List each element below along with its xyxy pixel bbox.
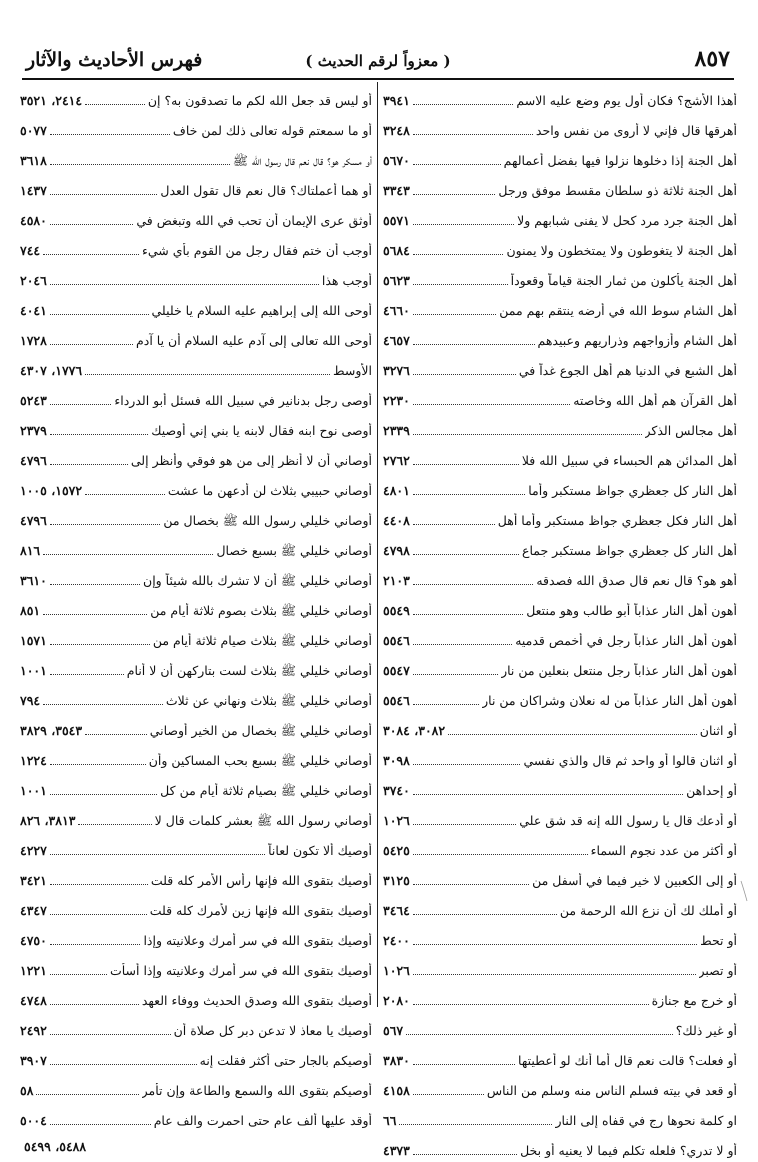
hadith-number: ٥٥٤٦ [383, 693, 410, 708]
index-entry [20, 232, 372, 262]
hadith-number: ٤٨٠١ [383, 483, 410, 498]
hadith-number: ٥٥٧١ [383, 213, 410, 228]
index-entry [20, 352, 372, 382]
column-divider [377, 82, 378, 1007]
dot-leader [50, 134, 170, 135]
entry-text: أوصاني حبيبي بثلاث لن أدعهن ما عشت [167, 483, 372, 498]
index-entry [383, 802, 737, 832]
dot-leader [413, 674, 498, 675]
entry-text: أوصاني خليلي ﷺ بثلاث صيام ثلاثة أيام من [152, 633, 372, 648]
entry-text: أهل الجنة إذا دخلوها نزلوا فيها بفضل أعمالهم [503, 153, 737, 168]
index-entry [383, 1012, 737, 1042]
dot-leader [413, 1004, 649, 1005]
dot-leader [413, 524, 495, 525]
entry-text: أهذا الأشج؟ فكان أول يوم وضع عليه الاسم [516, 93, 737, 108]
dot-leader [50, 464, 128, 465]
entry-text: أو غير ذلك؟ [675, 1023, 737, 1038]
dot-leader [50, 944, 141, 945]
dot-leader [50, 314, 149, 315]
hadith-number: ٥٦٧ [383, 1023, 404, 1038]
dot-leader [50, 1004, 139, 1005]
entry-text: أهون أهل النار عذاباً من له نعلان وشراكان من نار [482, 693, 737, 708]
index-entry [20, 622, 372, 652]
index-entry [383, 742, 737, 772]
entry-text: أو هما أعملتاك؟ قال نعم قال تقول العدل [160, 183, 372, 198]
hadith-number: ٢٢٣٠ [383, 393, 410, 408]
index-entry [20, 652, 372, 682]
dot-leader [413, 974, 696, 975]
entry-text: أوصيك بتقوى الله فإنها زين لأمرك كله قلت [149, 903, 372, 918]
index-entry [383, 202, 737, 232]
dot-leader [413, 1064, 515, 1065]
dot-leader [50, 434, 148, 435]
dot-leader [36, 1094, 138, 1095]
hadith-number: ٥٥٤٦ [383, 633, 410, 648]
entry-text: أوصاني خليلي ﷺ بثلاث ونهاني عن ثلاث [165, 693, 372, 708]
hadith-number: ٢٤١٤، ٣٥٢١ [20, 93, 83, 108]
entry-text: أهون أهل النار عذاباً رجل منتعل بنعلين من نار [501, 663, 737, 678]
entry-text: أهل الشبع في الدنيا هم أهل الجوع غداً في [518, 363, 737, 378]
hadith-number: ٥٦٢٣ [383, 273, 410, 288]
dot-leader [413, 164, 501, 165]
entry-text: أهل النار كل جعظري جواظ مستكبر وأما [528, 483, 737, 498]
entry-text: أهل الشام وأزواجهم وذراريهم وعبيدهم [537, 333, 737, 348]
dot-leader [413, 464, 519, 465]
entry-text: أهل مجالس الذكر [644, 423, 737, 438]
dot-leader [50, 644, 150, 645]
index-entry [383, 442, 737, 472]
entry-text: أو مسكر هو؟ قال نعم قال رسول الله ﷺ [232, 153, 372, 168]
index-entry [383, 562, 737, 592]
hadith-number: ٤٠٤١ [20, 303, 47, 318]
dot-leader [85, 374, 330, 375]
entry-text: أهل الجنة جرد مرد كحل لا يفنى شبابهم ولا [517, 213, 737, 228]
hadith-number: ٧٩٤ [20, 693, 41, 708]
hadith-number: ٣٤٢١ [20, 873, 47, 888]
index-entry [20, 1102, 372, 1132]
index-entry [383, 772, 737, 802]
index-entry [383, 82, 737, 112]
index-entry [20, 262, 372, 292]
entry-text: أو ما سمعتم قوله تعالى ذلك لمن خاف [172, 123, 372, 138]
hadith-number: ٣٦١٠ [20, 573, 47, 588]
entry-text: أوصيك ألا تكون لعاناً [268, 843, 372, 858]
entry-text: أو أكثر من عدد نجوم السماء [590, 843, 737, 858]
hadith-number: ٣١٢٥ [383, 873, 410, 888]
hadith-number: ٣٧٤٠ [383, 783, 410, 798]
index-entry [20, 172, 372, 202]
hadith-number: ٧٤٤ [20, 243, 41, 258]
entry-text: أو قعد في بيته فسلم الناس منه وسلم من الناس [486, 1083, 737, 1098]
index-entry [20, 922, 372, 952]
hadith-number: ٣٩٤١ [383, 93, 410, 108]
hadith-number: ١٢٢٤ [20, 753, 47, 768]
entry-text: أو فعلت؟ قالت نعم قال أما أنك لو أعطيتها [518, 1053, 737, 1068]
hadith-number: ٤٥٨٠ [20, 213, 47, 228]
entry-text: أو اثنان قالوا أو واحد ثم قال والذي نفسي [523, 753, 737, 768]
index-entry [383, 292, 737, 322]
dot-leader [413, 194, 496, 195]
index-entry [20, 502, 372, 532]
entry-text: أهل القرآن هم أهل الله وخاصته [573, 393, 737, 408]
entry-text: أو اثنان [699, 723, 737, 738]
dot-leader [413, 824, 516, 825]
index-entry [383, 382, 737, 412]
hadith-number: ٣٢٤٨ [383, 123, 410, 138]
dot-leader [413, 584, 534, 585]
entry-text: أوحى الله تعالى إلى آدم عليه السلام أن يا آدم [136, 333, 372, 348]
hadith-number: ٢٠٨٠ [383, 993, 410, 1008]
hadith-number: ٤٧٥٠ [20, 933, 47, 948]
entry-text: أوقد عليها ألف عام حتى احمرت والف عام [153, 1113, 372, 1128]
hadith-number: ٢٤٩٢ [20, 1023, 47, 1038]
dot-leader [413, 314, 496, 315]
hadith-number: ٢٧٦٢ [383, 453, 410, 468]
entry-text: أهون أهل النار عذاباً أبو طالب وهو منتعل [526, 603, 737, 618]
index-entry [383, 502, 737, 532]
entry-text: أوصيكم بالجار حتى أكثر فقلت إنه [199, 1053, 372, 1068]
dot-leader [413, 554, 519, 555]
hadith-number: ٣٠٩٨ [383, 753, 410, 768]
hadith-number: ٨٥١ [20, 603, 41, 618]
entry-text: او كلمة نحوها رج في قفاه إلى النار [555, 1113, 737, 1128]
entry-text: أهل الجنة لا يتغوطون ولا يمتخطون ولا يمنون [506, 243, 737, 258]
index-entry [20, 742, 372, 772]
dot-leader [413, 494, 525, 495]
hadith-number: ٤٤٠٨ [383, 513, 410, 528]
index-entry [383, 1042, 737, 1072]
hadith-number: ٣٦١٨ [20, 153, 47, 168]
dot-leader [413, 344, 535, 345]
hadith-number: ١٠٠١ [20, 663, 47, 678]
index-entry [383, 262, 737, 292]
entry-text: أوثق عرى الإيمان أن تحب في الله وتبغض في [136, 213, 372, 228]
dot-leader [413, 794, 683, 795]
hadith-number: ٤٧٩٨ [383, 543, 410, 558]
index-entry [20, 592, 372, 622]
entry-text: أوصيك يا معاذ لا تدعن دبر كل صلاة أن [173, 1023, 372, 1038]
entry-text: أوصيك بتقوى الله وصدق الحديث ووفاء العهد [141, 993, 372, 1008]
hadith-number: ٣٨٣٠ [383, 1053, 410, 1068]
entry-text: أو لا تدري؟ فلعله تكلم فيما لا يعنيه أو بخل [520, 1143, 737, 1158]
hadith-number: ٥٦٨٤ [383, 243, 410, 258]
entry-text: أهون أهل النار عذاباً رجل في أخمص قدميه [515, 633, 737, 648]
hadith-number: ٤٣٤٧ [20, 903, 47, 918]
entry-text: أوصاني خليلي ﷺ بصيام ثلاثة أيام من كل [160, 783, 372, 798]
dot-leader [78, 824, 151, 825]
entry-text: أوصيك بتقوى الله فإنها رأس الأمر كله قلت [150, 873, 372, 888]
index-entry [383, 412, 737, 442]
entry-continuation-number: ٥٤٨٨، ٥٤٩٩ [24, 1139, 87, 1154]
index-entry [383, 1132, 737, 1162]
margin-pen-mark [740, 880, 748, 902]
index-entry [20, 82, 372, 112]
index-entry [20, 712, 372, 742]
entry-text: أوحى الله إلى إبراهيم عليه السلام يا خليلي [151, 303, 372, 318]
index-title: فهرس الأحاديث والآثار [26, 49, 203, 71]
hadith-number: ٣٤٦٤ [383, 903, 410, 918]
entry-text: أوصاني خليلي رسول الله ﷺ بخصال من [163, 513, 372, 528]
index-entry [383, 112, 737, 142]
left-column [20, 82, 372, 1154]
index-entry [383, 622, 737, 652]
index-entry [383, 232, 737, 262]
dot-leader [413, 104, 514, 105]
index-entry [383, 712, 737, 742]
hadith-number: ٥٥٤٧ [383, 663, 410, 678]
index-entry [20, 862, 372, 892]
dot-leader [50, 884, 148, 885]
index-entry [383, 352, 737, 382]
dot-leader [413, 704, 479, 705]
entry-text: أوصاني خليلي ﷺ بثلاث بصوم ثلاثة أيام من [150, 603, 372, 618]
dot-leader [50, 854, 265, 855]
dot-leader [50, 674, 124, 675]
hadith-number: ٤٧٩٦ [20, 513, 47, 528]
entry-text: أهل الجنة يأكلون من ثمار الجنة قياماً وقعوداً [510, 273, 737, 288]
dot-leader [50, 524, 161, 525]
dot-leader [413, 224, 514, 225]
dot-leader [50, 1034, 171, 1035]
index-entry [20, 1072, 372, 1102]
dot-leader [413, 644, 512, 645]
hadith-number: ٣٣٤٣ [383, 183, 410, 198]
index-entry [20, 982, 372, 1012]
entry-text: أو إحداهن [686, 783, 737, 798]
dot-leader [50, 974, 107, 975]
dot-leader [50, 794, 157, 795]
dot-leader [413, 944, 697, 945]
hadith-number: ١٠٢٦ [383, 963, 410, 978]
dot-leader [413, 134, 533, 135]
dot-leader [413, 404, 570, 405]
hadith-number: ٥٢٤٣ [20, 393, 47, 408]
hadith-number: ٤٦٥٧ [383, 333, 410, 348]
entry-text: أهل النار كل جعظري جواظ مستكبر جماع [521, 543, 737, 558]
hadith-number: ٤٦٦٠ [383, 303, 410, 318]
dot-leader [399, 1124, 552, 1125]
dot-leader [43, 554, 213, 555]
dot-leader [43, 614, 147, 615]
index-entry [383, 1072, 737, 1102]
hadith-number: ١٠٢٦ [383, 813, 410, 828]
hadith-number: ١٥٧٢، ١٠٠٥ [20, 483, 83, 498]
entry-text: أوصيكم بتقوى الله والسمع والطاعة وإن تأمر [141, 1083, 372, 1098]
index-entry [20, 772, 372, 802]
index-entry [20, 892, 372, 922]
entry-text: أوصاني أن لا أنظر إلى من هو فوقي وأنظر إلى [130, 453, 372, 468]
index-entry [383, 472, 737, 502]
hadith-number: ٤٧٩٦ [20, 453, 47, 468]
dot-leader [85, 104, 145, 105]
hadith-number: ٣٢٧٦ [383, 363, 410, 378]
hadith-number: ٣٨١٣، ٨٢٦ [20, 813, 76, 828]
dot-leader [85, 494, 165, 495]
hadith-number: ٤٢٢٧ [20, 843, 47, 858]
entry-text: أهل الشام سوط الله في أرضه ينتقم بهم ممن [499, 303, 737, 318]
dot-leader [413, 254, 504, 255]
entry-text: أو أدعك قال يا رسول الله إنه قد شق علي [519, 813, 737, 828]
dot-leader [50, 284, 319, 285]
dot-leader [413, 854, 588, 855]
hadith-number: ٦٦ [383, 1113, 397, 1128]
hadith-number: ٢٣٣٩ [383, 423, 410, 438]
dot-leader [85, 734, 147, 735]
entry-text: أو تصبر [698, 963, 737, 978]
index-entry [383, 1102, 737, 1132]
index-entry [383, 832, 737, 862]
index-entry [20, 472, 372, 502]
hadith-number: ٣٩٠٧ [20, 1053, 47, 1068]
hadith-number: ١٤٣٧ [20, 183, 47, 198]
index-entry [20, 802, 372, 832]
entry-text: أوجب هذا [321, 273, 372, 288]
entry-text: أوصاني رسول الله ﷺ بعشر كلمات قال لا [154, 813, 372, 828]
entry-text: أو تحط [700, 933, 737, 948]
dot-leader [50, 764, 146, 765]
entry-text: أو أملك لك أن نزع الله الرحمة من [559, 903, 737, 918]
entry-text: أهل الجنة ثلاثة ذو سلطان مقسط موفق ورجل [498, 183, 737, 198]
dot-leader [50, 584, 140, 585]
entry-text: أوصاني خليلي ﷺ بثلاث لست بتاركهن أن لا أنام [126, 663, 372, 678]
index-entry [20, 412, 372, 442]
index-entry [20, 142, 372, 172]
hadith-number: ٣٠٨٢، ٣٠٨٤ [383, 723, 446, 738]
index-entry [20, 202, 372, 232]
dot-leader [406, 1034, 673, 1035]
entry-text: أوصاني خليلي ﷺ أن لا تشرك بالله شيئاً وإن [143, 573, 372, 588]
hadith-number: ٤١٥٨ [383, 1083, 410, 1098]
index-entry [20, 322, 372, 352]
hadith-number: ٨١٦ [20, 543, 41, 558]
dot-leader [43, 704, 163, 705]
hadith-number: ١٧٧٦، ٤٣٠٧ [20, 363, 83, 378]
dot-leader [413, 1094, 484, 1095]
hadith-number: ١٠٠١ [20, 783, 47, 798]
index-entry [383, 652, 737, 682]
dot-leader [43, 254, 139, 255]
dot-leader [50, 404, 112, 405]
hadith-number: ٥٠٠٤ [20, 1113, 47, 1128]
entry-text: أو ليس قد جعل الله لكم ما تصدقون به؟ إن [147, 93, 372, 108]
entry-text: أو خرج مع جنازة [651, 993, 737, 1008]
dot-leader [413, 614, 523, 615]
index-entry [383, 172, 737, 202]
index-entry [20, 562, 372, 592]
index-entry [383, 922, 737, 952]
index-entry [383, 682, 737, 712]
entry-text: أوصى نوح ابنه فقال لابنه يا بني إني أوصيك [151, 423, 372, 438]
index-entry [383, 952, 737, 982]
index-entry [383, 892, 737, 922]
index-entry [383, 532, 737, 562]
hadith-number: ١٥٧١ [20, 633, 47, 648]
index-entry [20, 532, 372, 562]
hadith-number: ١٢٢١ [20, 963, 47, 978]
index-entry [20, 952, 372, 982]
hadith-number: ٤٧٤٨ [20, 993, 47, 1008]
index-entry [20, 442, 372, 472]
dot-leader [413, 284, 508, 285]
index-entry [20, 832, 372, 862]
entry-text: أهل المدائن هم الحبساء في سبيل الله فلا [521, 453, 737, 468]
entry-text: أوصاني خليلي ﷺ بخصال من الخير أوصاني [149, 723, 372, 738]
entry-text: أهرقها قال فإني لا أروى من نفس واحد [535, 123, 737, 138]
entry-text: أوصيك بتقوى الله في سر أمرك وعلانيته وإذا أسأت [109, 963, 372, 978]
dot-leader [413, 374, 516, 375]
hadith-number: ١٧٢٨ [20, 333, 47, 348]
hadith-number: ٢٠٤٦ [20, 273, 47, 288]
index-entry [383, 982, 737, 1012]
hadith-number: ٥٦٧٠ [383, 153, 410, 168]
right-column [383, 82, 737, 1158]
entry-text: أهو هو؟ قال نعم قال صدق الله فصدقه [536, 573, 737, 588]
dot-leader [413, 1154, 517, 1155]
dot-leader [413, 764, 521, 765]
entry-text: أوصى رجل بدنانير في سبيل الله فسئل أبو الدرداء [114, 393, 372, 408]
dot-leader [50, 344, 133, 345]
dot-leader [50, 224, 133, 225]
dot-leader [50, 914, 147, 915]
entry-text: أو إلى الكعبين لا خير فيما في أسفل من [532, 873, 737, 888]
index-entry [383, 142, 737, 172]
dot-leader [50, 1064, 197, 1065]
entry-text: أوجب أن ختم فقال رجل من القوم بأي شيء [141, 243, 372, 258]
hadith-number: ٣٥٤٣، ٣٨٢٩ [20, 723, 83, 738]
entry-text: الأوسط [333, 363, 372, 378]
entry-text: أوصيك بتقوى الله في سر أمرك وعلانيته وإذا [143, 933, 372, 948]
index-entry [20, 382, 372, 412]
hadith-number: ٢٤٠٠ [383, 933, 410, 948]
dot-leader [50, 164, 230, 165]
entry-text: أهل النار فكل جعظري جواظ مستكبر وأما أهل [497, 513, 737, 528]
dot-leader [413, 434, 642, 435]
index-entry [20, 1012, 372, 1042]
dot-leader [50, 1124, 151, 1125]
index-entry [20, 682, 372, 712]
entry-text: أوصاني خليلي ﷺ بسبع خصال [216, 543, 372, 558]
hadith-number: ٢٣٧٩ [20, 423, 47, 438]
dot-leader [413, 914, 557, 915]
index-entry [383, 592, 737, 622]
hadith-number: ٥٥٤٩ [383, 603, 410, 618]
hadith-number: ٢١٠٣ [383, 573, 410, 588]
dot-leader [448, 734, 697, 735]
section-subtitle: ( معزواً لرقم الحديث ) [305, 52, 451, 70]
page-number: ٨٥٧ [694, 46, 730, 72]
index-entry [20, 292, 372, 322]
entry-text: أوصاني خليلي ﷺ بسبع بحب المساكين وأن [148, 753, 372, 768]
index-entry [383, 862, 737, 892]
dot-leader [413, 884, 529, 885]
page-header [22, 44, 734, 80]
hadith-number: ٥٨ [20, 1083, 34, 1098]
index-entry [20, 112, 372, 142]
dot-leader [50, 194, 158, 195]
hadith-number: ٤٣٧٣ [383, 1143, 410, 1158]
hadith-number: ٥٠٧٧ [20, 123, 47, 138]
index-entry [20, 1042, 372, 1072]
hadith-number: ٥٤٢٥ [383, 843, 410, 858]
index-entry [383, 322, 737, 352]
